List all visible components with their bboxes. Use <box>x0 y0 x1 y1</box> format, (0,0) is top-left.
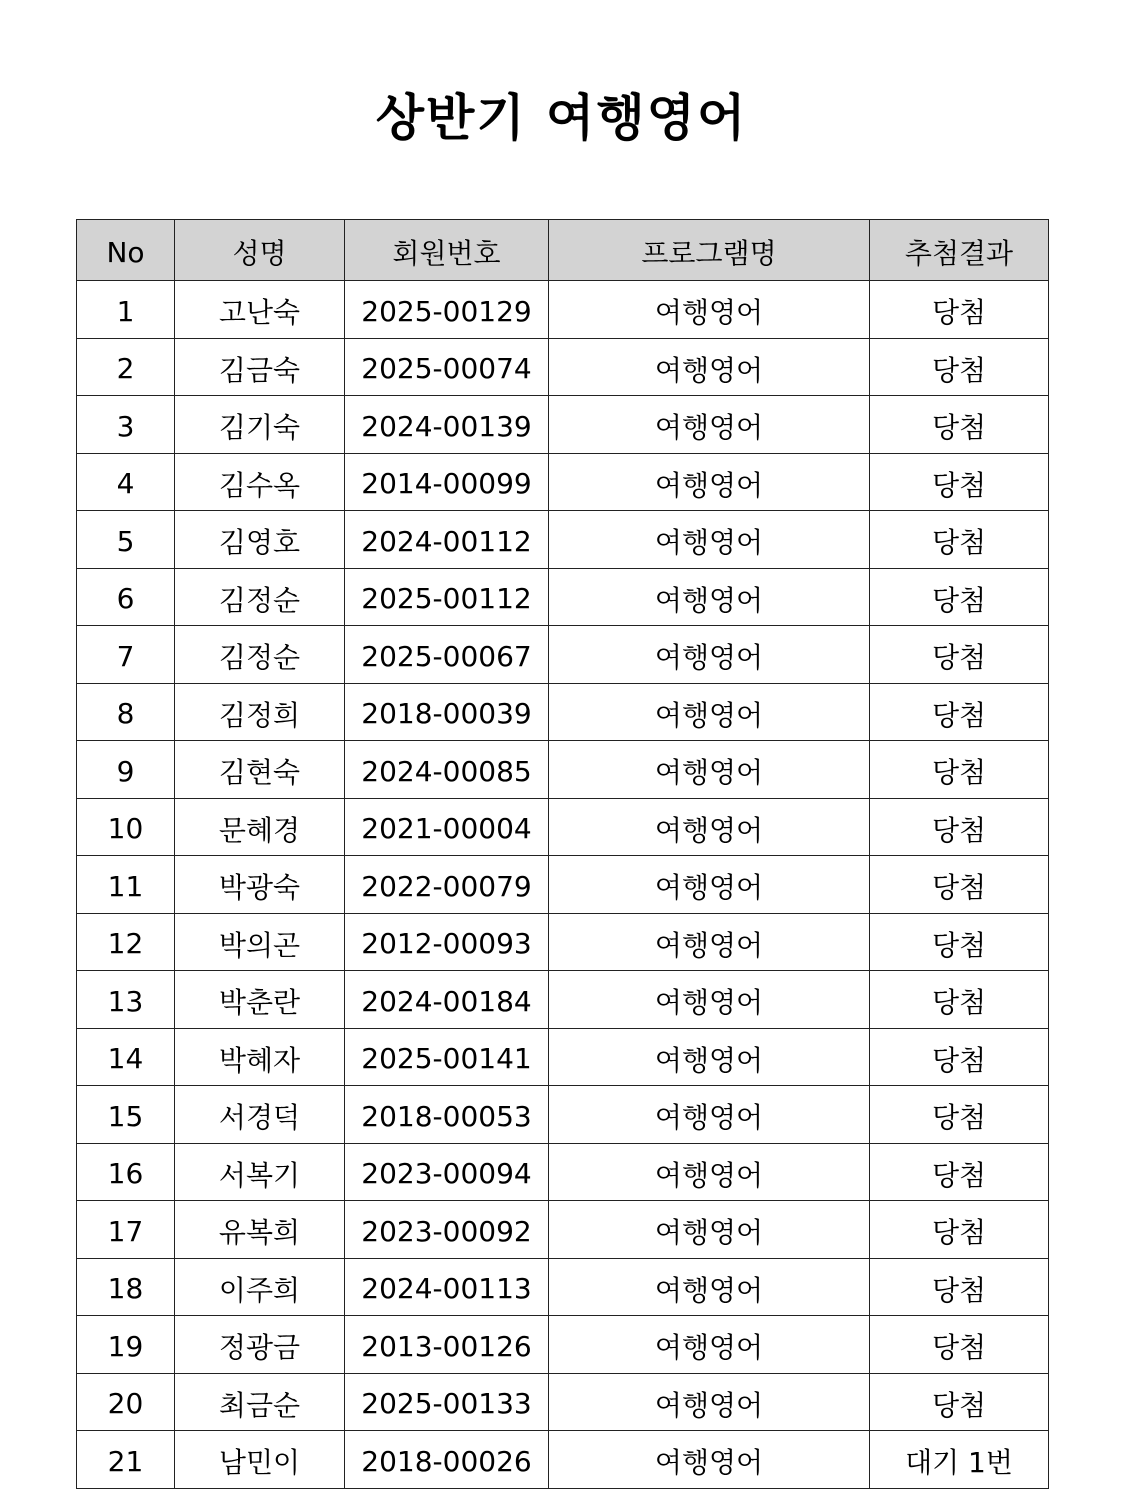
cell-member-id: 2024-00113 <box>345 1258 549 1316</box>
column-header-member-id: 회원번호 <box>345 220 549 281</box>
cell-name: 박의곤 <box>175 913 345 971</box>
table-row <box>77 741 1049 799</box>
cell-program: 여행영어 <box>549 338 870 396</box>
cell-program: 여행영어 <box>549 281 870 339</box>
table-row <box>77 1028 1049 1086</box>
cell-result: 당첨 <box>870 798 1049 856</box>
table-body <box>77 281 1049 1489</box>
cell-result: 당첨 <box>870 396 1049 454</box>
cell-result: 당첨 <box>870 1143 1049 1201</box>
cell-no: 13 <box>77 971 175 1029</box>
cell-name: 김정순 <box>175 568 345 626</box>
table-row <box>77 511 1049 569</box>
table-row <box>77 281 1049 339</box>
cell-no: 16 <box>77 1143 175 1201</box>
cell-result: 당첨 <box>870 453 1049 511</box>
cell-result: 당첨 <box>870 338 1049 396</box>
table-row <box>77 626 1049 684</box>
cell-result: 당첨 <box>870 626 1049 684</box>
cell-no: 4 <box>77 453 175 511</box>
cell-name: 박춘란 <box>175 971 345 1029</box>
cell-program: 여행영어 <box>549 1143 870 1201</box>
cell-member-id: 2025-00141 <box>345 1028 549 1086</box>
cell-result: 당첨 <box>870 971 1049 1029</box>
cell-no: 17 <box>77 1201 175 1259</box>
cell-name: 문혜경 <box>175 798 345 856</box>
cell-program: 여행영어 <box>549 1201 870 1259</box>
cell-member-id: 2024-00184 <box>345 971 549 1029</box>
cell-program: 여행영어 <box>549 913 870 971</box>
cell-program: 여행영어 <box>549 1028 870 1086</box>
cell-no: 5 <box>77 511 175 569</box>
table-header-row <box>77 220 1049 281</box>
table-row <box>77 1258 1049 1316</box>
cell-no: 19 <box>77 1316 175 1374</box>
table-row <box>77 338 1049 396</box>
cell-no: 8 <box>77 683 175 741</box>
table-row <box>77 453 1049 511</box>
cell-result: 당첨 <box>870 281 1049 339</box>
table-row <box>77 913 1049 971</box>
cell-result: 대기 1번 <box>870 1431 1049 1489</box>
table-row <box>77 1201 1049 1259</box>
cell-program: 여행영어 <box>549 511 870 569</box>
cell-result: 당첨 <box>870 1258 1049 1316</box>
cell-member-id: 2013-00126 <box>345 1316 549 1374</box>
table-row <box>77 683 1049 741</box>
cell-no: 14 <box>77 1028 175 1086</box>
table-row <box>77 1373 1049 1431</box>
table-row <box>77 856 1049 914</box>
column-header-no: No <box>77 220 175 281</box>
table-row <box>77 1143 1049 1201</box>
cell-no: 11 <box>77 856 175 914</box>
cell-member-id: 2014-00099 <box>345 453 549 511</box>
cell-result: 당첨 <box>870 568 1049 626</box>
cell-name: 서복기 <box>175 1143 345 1201</box>
cell-member-id: 2025-00112 <box>345 568 549 626</box>
cell-name: 남민이 <box>175 1431 345 1489</box>
cell-member-id: 2025-00133 <box>345 1373 549 1431</box>
table-row <box>77 568 1049 626</box>
cell-no: 1 <box>77 281 175 339</box>
cell-member-id: 2025-00067 <box>345 626 549 684</box>
cell-member-id: 2023-00094 <box>345 1143 549 1201</box>
cell-result: 당첨 <box>870 1316 1049 1374</box>
cell-member-id: 2021-00004 <box>345 798 549 856</box>
cell-name: 김영호 <box>175 511 345 569</box>
cell-program: 여행영어 <box>549 568 870 626</box>
cell-program: 여행영어 <box>549 396 870 454</box>
cell-program: 여행영어 <box>549 1316 870 1374</box>
cell-name: 김정희 <box>175 683 345 741</box>
cell-result: 당첨 <box>870 1373 1049 1431</box>
cell-name: 박혜자 <box>175 1028 345 1086</box>
cell-result: 당첨 <box>870 913 1049 971</box>
table-row <box>77 1086 1049 1144</box>
cell-program: 여행영어 <box>549 741 870 799</box>
table-row <box>77 1431 1049 1489</box>
cell-result: 당첨 <box>870 1028 1049 1086</box>
lottery-result-table <box>76 219 1049 1489</box>
cell-result: 당첨 <box>870 741 1049 799</box>
cell-name: 김정순 <box>175 626 345 684</box>
cell-program: 여행영어 <box>549 453 870 511</box>
cell-no: 7 <box>77 626 175 684</box>
table-row <box>77 1316 1049 1374</box>
cell-no: 2 <box>77 338 175 396</box>
cell-name: 서경덕 <box>175 1086 345 1144</box>
cell-result: 당첨 <box>870 1201 1049 1259</box>
cell-member-id: 2012-00093 <box>345 913 549 971</box>
cell-member-id: 2025-00074 <box>345 338 549 396</box>
cell-result: 당첨 <box>870 1086 1049 1144</box>
cell-name: 정광금 <box>175 1316 345 1374</box>
column-header-program: 프로그램명 <box>549 220 870 281</box>
cell-no: 18 <box>77 1258 175 1316</box>
cell-result: 당첨 <box>870 511 1049 569</box>
cell-program: 여행영어 <box>549 626 870 684</box>
cell-member-id: 2018-00026 <box>345 1431 549 1489</box>
cell-no: 12 <box>77 913 175 971</box>
cell-member-id: 2018-00039 <box>345 683 549 741</box>
cell-program: 여행영어 <box>549 971 870 1029</box>
cell-program: 여행영어 <box>549 856 870 914</box>
cell-name: 김금숙 <box>175 338 345 396</box>
cell-no: 3 <box>77 396 175 454</box>
cell-name: 김수옥 <box>175 453 345 511</box>
table-row <box>77 971 1049 1029</box>
cell-result: 당첨 <box>870 856 1049 914</box>
cell-name: 김기숙 <box>175 396 345 454</box>
cell-name: 이주희 <box>175 1258 345 1316</box>
cell-member-id: 2024-00112 <box>345 511 549 569</box>
page-title: 상반기 여행영어 <box>375 89 748 147</box>
cell-member-id: 2024-00085 <box>345 741 549 799</box>
cell-member-id: 2023-00092 <box>345 1201 549 1259</box>
cell-name: 유복희 <box>175 1201 345 1259</box>
cell-program: 여행영어 <box>549 1086 870 1144</box>
cell-member-id: 2025-00129 <box>345 281 549 339</box>
cell-result: 당첨 <box>870 683 1049 741</box>
cell-no: 10 <box>77 798 175 856</box>
cell-name: 박광숙 <box>175 856 345 914</box>
cell-no: 9 <box>77 741 175 799</box>
cell-member-id: 2024-00139 <box>345 396 549 454</box>
cell-program: 여행영어 <box>549 683 870 741</box>
cell-program: 여행영어 <box>549 1431 870 1489</box>
cell-no: 20 <box>77 1373 175 1431</box>
cell-member-id: 2022-00079 <box>345 856 549 914</box>
cell-name: 최금순 <box>175 1373 345 1431</box>
cell-program: 여행영어 <box>549 1373 870 1431</box>
table-row <box>77 798 1049 856</box>
table-row <box>77 396 1049 454</box>
cell-program: 여행영어 <box>549 1258 870 1316</box>
cell-no: 21 <box>77 1431 175 1489</box>
cell-name: 김현숙 <box>175 741 345 799</box>
cell-no: 6 <box>77 568 175 626</box>
column-header-result: 추첨결과 <box>870 220 1049 281</box>
column-header-name: 성명 <box>175 220 345 281</box>
cell-program: 여행영어 <box>549 798 870 856</box>
cell-name: 고난숙 <box>175 281 345 339</box>
cell-member-id: 2018-00053 <box>345 1086 549 1144</box>
cell-no: 15 <box>77 1086 175 1144</box>
